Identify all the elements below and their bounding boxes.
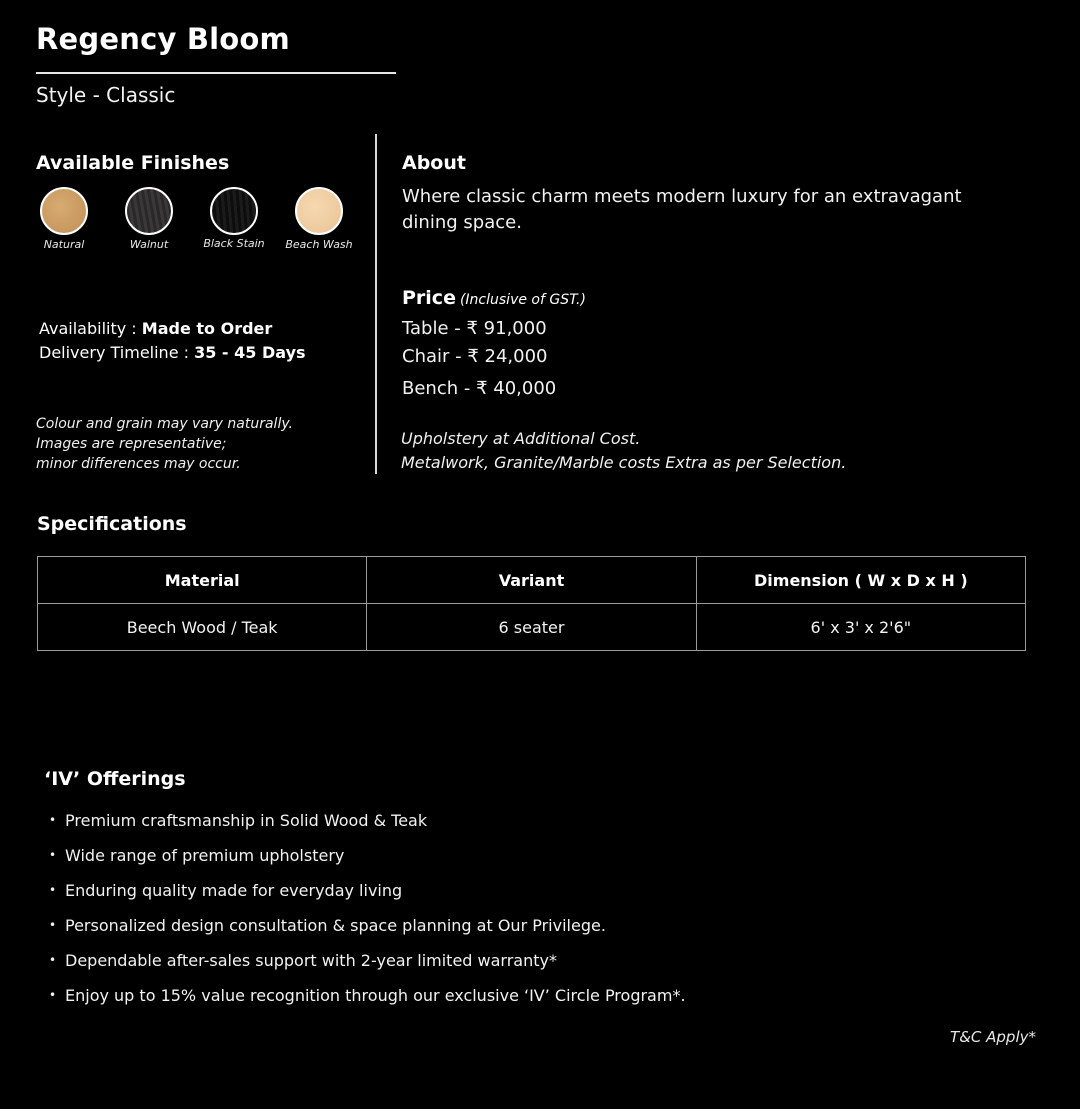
offerings-list <box>30 803 686 1013</box>
price-tax-note: (Inclusive of GST.) <box>459 292 586 308</box>
note-line: minor differences may occur. <box>36 456 241 472</box>
note-line: Colour and grain may vary naturally. <box>36 416 293 432</box>
price-table: Table - ₹ 91,000 <box>402 318 547 339</box>
delivery-label: Delivery Timeline : <box>39 343 195 362</box>
list-item: • Premium craftsmanship in Solid Wood & Teak <box>65 803 686 838</box>
note-line: Images are representative; <box>36 436 227 452</box>
table-cell-material: Beech Wood / Teak <box>38 604 367 651</box>
price-title: Price <box>402 287 456 309</box>
list-item: • Enjoy up to 15% value recognition through our exclusive ‘IV’ Circle Program*. <box>65 978 686 1013</box>
price-bench: Bench - ₹ 40,000 <box>402 378 557 399</box>
about-heading: About <box>402 152 466 174</box>
finish-swatch-natural[interactable] <box>40 187 88 235</box>
availability-label: Availability : <box>39 319 142 338</box>
specifications-heading: Specifications <box>37 513 187 535</box>
list-item: • Dependable after-sales support with 2-year limited warranty* <box>65 943 686 978</box>
price-chair: Chair - ₹ 24,000 <box>402 346 548 367</box>
table-header-dimension: Dimension ( W x D x H ) <box>696 557 1025 604</box>
offerings-heading: ‘IV’ Offerings <box>44 768 186 790</box>
finish-label-black-stain: Black Stain <box>203 237 265 250</box>
terms-note: T&C Apply* <box>950 1028 1036 1046</box>
table-header-variant: Variant <box>367 557 696 604</box>
finish-label-walnut: Walnut <box>129 238 169 251</box>
title-underline <box>36 72 396 74</box>
extras-line: Upholstery at Additional Cost. <box>401 429 641 448</box>
extras-line: Metalwork, Granite/Marble costs Extra as per Selection. <box>401 453 847 472</box>
about-text: Where classic charm meets modern luxury for an extravagant dining space. <box>402 186 962 233</box>
price-heading <box>402 287 586 309</box>
availability-value: Made to Order <box>141 319 273 338</box>
finish-label-beach-wash: Beach Wash <box>285 238 353 251</box>
finish-swatch-beach-wash[interactable] <box>295 187 343 235</box>
availability-block <box>39 317 306 365</box>
table-cell-variant: 6 seater <box>367 604 696 651</box>
table-cell-dimension: 6' x 3' x 2'6" <box>696 604 1025 651</box>
list-item: • Enduring quality made for everyday living <box>65 873 686 908</box>
product-style: Style - Classic <box>36 83 176 107</box>
finish-label-natural: Natural <box>43 238 85 251</box>
extra-costs-note <box>401 427 846 475</box>
delivery-value: 35 - 45 Days <box>194 343 306 362</box>
disclaimer-note <box>36 414 293 474</box>
list-item: • Personalized design consultation & space planning at Our Privilege. <box>65 908 686 943</box>
product-title: Regency Bloom <box>36 22 290 56</box>
finishes-heading: Available Finishes <box>36 152 230 174</box>
specifications-table <box>37 556 1026 651</box>
list-item: • Wide range of premium upholstery <box>65 838 686 873</box>
column-divider <box>375 134 377 474</box>
table-header-row <box>38 557 1026 604</box>
finish-swatch-walnut[interactable] <box>125 187 173 235</box>
table-header-material: Material <box>38 557 367 604</box>
table-row <box>38 604 1026 651</box>
finish-swatch-black-stain[interactable] <box>210 187 258 235</box>
